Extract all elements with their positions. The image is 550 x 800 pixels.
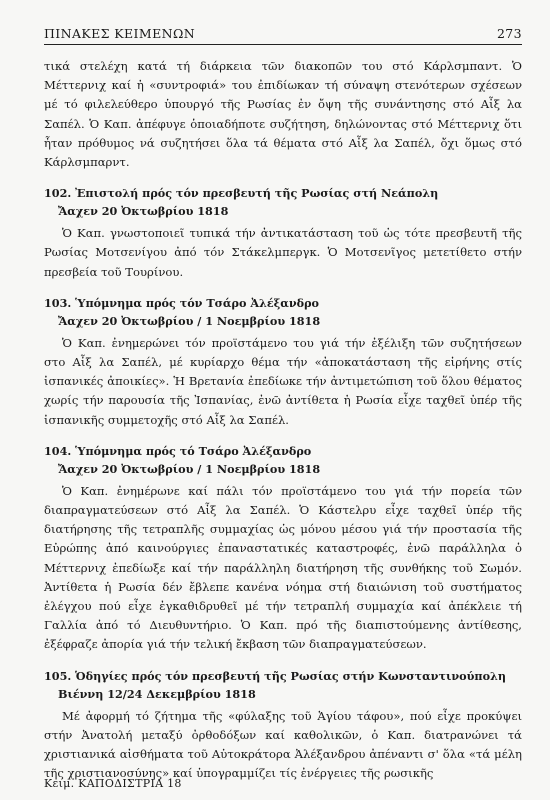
entry-number: 102.: [44, 186, 72, 201]
entry-heading: [44, 442, 522, 460]
page-footer: Κειμ. ΚΑΠΟΔΙΣΤΡΙΑ 18: [44, 777, 182, 790]
continuation-paragraph: τικά στελέχη κατά τή διάρκεια τῶν διακοπῶν του στό Κάρλσμπαντ. Ὁ Μέττερνιχ καί ἡ «συντροφιά» του ἐπιδίωκαν τή σύναψη στενότερων σχέσεων μέ τό φιλελεύθερο ὑπουργό τῆς Ρωσίας ἐν ὄψη τῆς συνάντησης στό Αἶξ λα Σαπέλ. Ὁ Καπ. ἀπέφυγε ὁποιαδήποτε συζήτηση, δηλώνοντας στό Μέττερνιχ ὅτι ἦταν πρόθυμος νά συζητήσει ὅλα τά θέματα στό Αἶξ λα Σαπέλ, ὄχι ὅμως στό Κάρλσμπαρντ.: [44, 59, 522, 170]
entry-number: 105.: [44, 668, 72, 683]
entry-number: 104.: [44, 443, 72, 458]
entry-heading: [44, 184, 522, 202]
page-number: 273: [496, 26, 522, 41]
entry-title: Ὑπόμνημα πρός τόν Τσάρο Ἀλέξανδρο: [75, 295, 320, 310]
entry-title: Ἐπιστολή πρός τόν πρεσβευτή τῆς Ρωσίας στή Νεάπολη: [75, 186, 439, 201]
entry-summary: Ὁ Καπ. ἐνημέρωνε καί πάλι τόν προϊστάμενο του γιά τήν πορεία τῶν διαπραγματεύσεων στό Αἶξ λα Σαπέλ. Ὁ Κάστελρυ εἶχε ταχθεῖ ὑπέρ τῆς διατήρησης τῆς τετραπλῆς συμμαχίας ὡς μόνου μέσου γιά τήν προστασία τῆς Εὐρώπης ἀπό καινούργιες ἐπαναστατικές καταστροφές, ἐνῶ παράλληλα ὁ Μέττερνιχ ἐπεδίωξε καί τήν παράλληλη διατήρηση τῆς συνθήκης τοῦ Σωμόν. Ἀντίθετα ἡ Ρωσία δέν ἔβλεπε κανένα νόημα στή διαιώνιση τοῦ συστήματος ἐλέγχου πού εἶχε ἐγκαθιδρυθεῖ μέ τήν τετραπλή συμμαχία καί ἀπέκλειε τή Γαλλία ἀπό τό Διευθυντήριο. Ὁ Καπ. πρό τῆς διαπιστούμενης ἀντίθεσης, ἐξέφραζε ἀπορία γιά τήν τελική ἔκβαση τῶν διαπραγματεύσεων.: [44, 483, 522, 652]
entry-102: [44, 184, 522, 282]
entry-date: Βιέννη 12/24 Δεκεμβρίου 1818: [58, 686, 256, 701]
entry-103: [44, 294, 522, 430]
entry-title: Ὁδηγίες πρός τόν πρεσβευτή τῆς Ρωσίας στήν Κωνσταντινούπολη: [75, 668, 507, 683]
document-page: [44, 26, 522, 783]
entry-number: 103.: [44, 295, 72, 310]
running-head: [44, 26, 522, 45]
entry-summary: Ὁ Καπ. γνωστοποιεῖ τυπικά τήν ἀντικατάσταση τοῦ ὡς τότε πρεσβευτῆ τῆς Ρωσίας Μοτσενίγου ἀπό τόν Στάκελμπεργκ. Ὁ Μοτσενῖγος μετετίθετο στήν πρεσβεία τοῦ Τουρίνου.: [44, 226, 522, 279]
entry-date: Ἄαχεν 20 Ὀκτωβρίου / 1 Νοεμβρίου 1818: [58, 461, 321, 476]
entry-summary: Ὁ Καπ. ἐνημερώνει τόν προϊστάμενο του γιά τήν ἐξέλιξη τῶν συζητήσεων στο Αἶξ λα Σαπέλ, μέ κυρίαρχο θέμα τήν «ἀποκατάσταση τῆς εἰρήνης στίς ἰσπανικές ἀποικίες». Ἡ Βρετανία ἐπεδίωκε τήν ἀντιμετώπιση τοῦ ὅλου θέματος χωρίς τήν παρουσία τῆς Ἰσπανίας, ἐνῶ ἀντίθετα ἡ Ρωσία εἶχε ταχθεῖ ὑπέρ τῆς ἰσπανικῆς συμμετοχῆς στό Αἶξ λα Σαπέλ.: [44, 335, 522, 427]
entry-title: Ὑπόμνημα πρός τό Τσάρο Ἀλέξανδρο: [75, 443, 312, 458]
entry-105: [44, 667, 522, 784]
entry-104: [44, 442, 522, 655]
entry-heading: [44, 667, 522, 685]
running-head-title: ΠΙΝΑΚΕΣ ΚΕΙΜΕΝΩΝ: [44, 26, 196, 41]
entry-date: Ἄαχεν 20 Ὀκτωβρίου 1818: [58, 204, 229, 219]
entry-heading: [44, 294, 522, 312]
entry-summary: Μέ ἀφορμή τό ζήτημα τῆς «φύλαξης τοῦ Ἁγίου τάφου», πού εἶχε προκύψει στήν Ἀνατολή μεταξύ ὀρθοδόξων καί καθολικῶν, ὁ Καπ. διατρανώνει τά χριστιανικά αἰσθήματα τοῦ Αὐτοκράτορα Ἀλέξανδρου ἀπέναντι σ' ὅλα «τά μέλη τῆς χριστιανοσύνης» καί ὑπογραμμίζει τίς ἐνέργειες τῆς ρωσικῆς: [44, 708, 522, 781]
entry-date: Ἄαχεν 20 Ὀκτωβρίου / 1 Νοεμβρίου 1818: [58, 313, 321, 328]
